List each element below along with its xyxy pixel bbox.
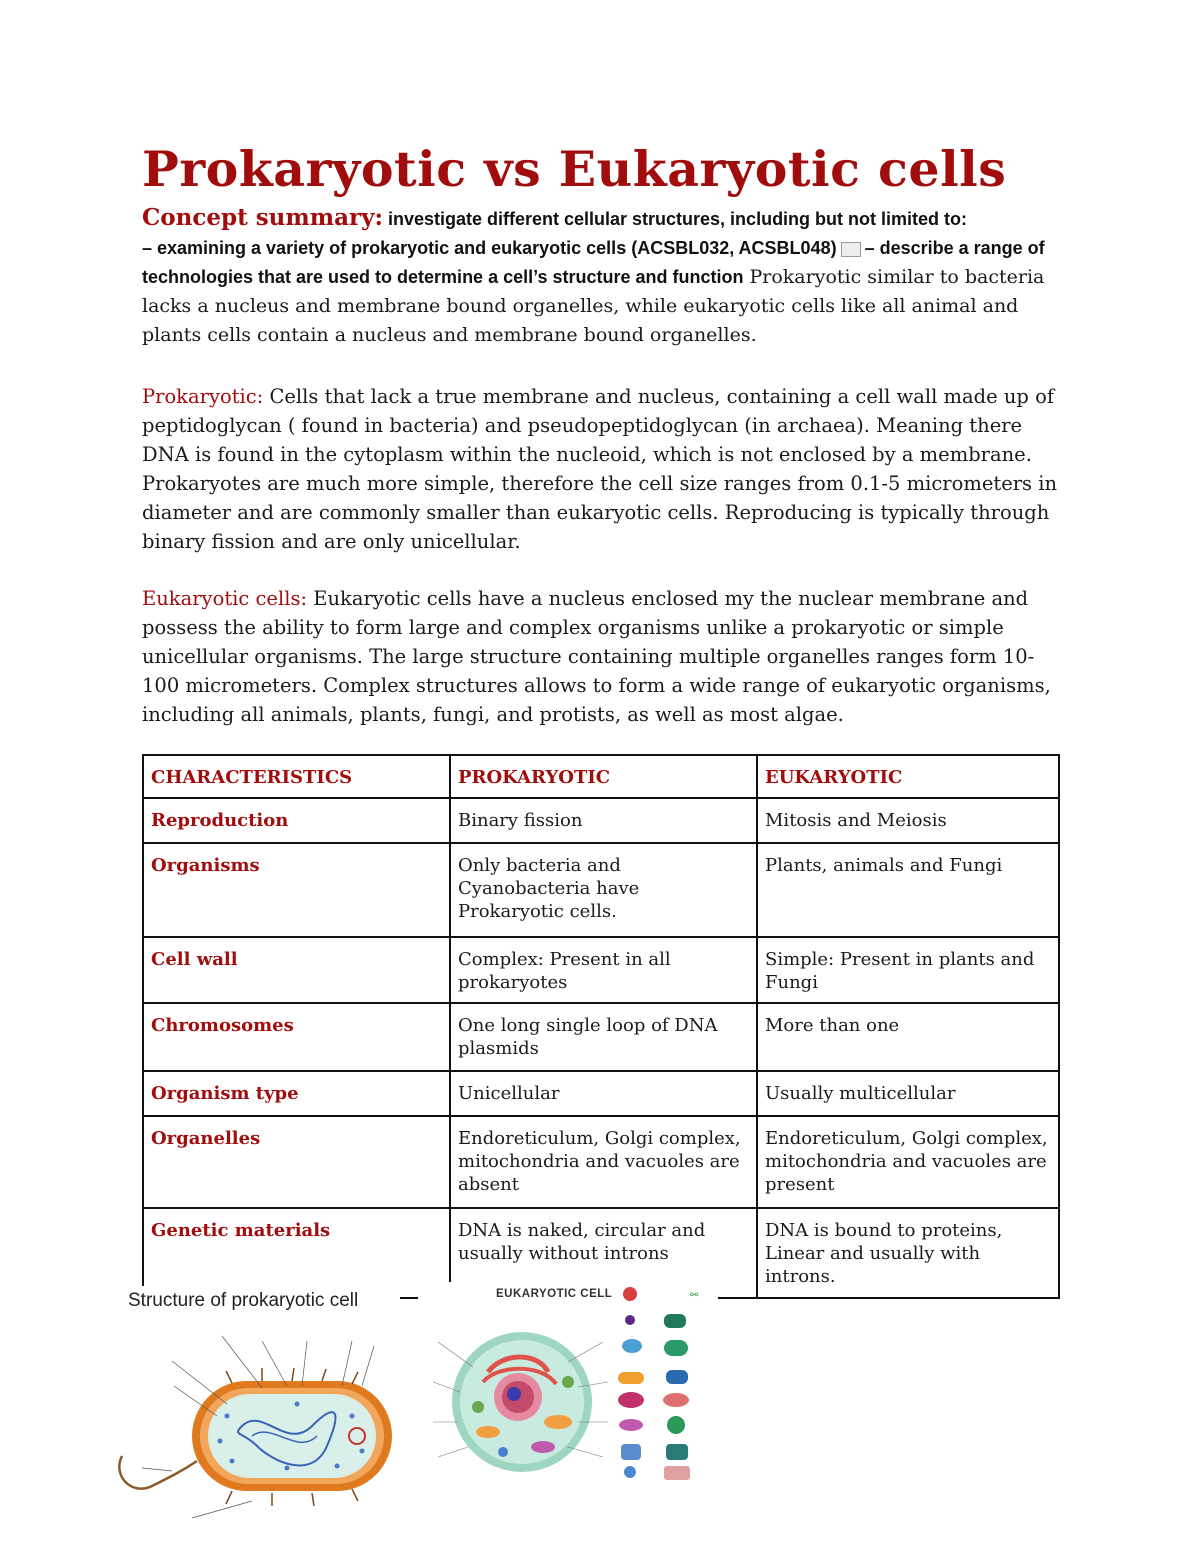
- table-header: PROKARYOTIC: [450, 755, 757, 798]
- table-header: CHARACTERISTICS: [143, 755, 450, 798]
- row-prokaryotic: Only bacteria and Cyanobacteria have Prokaryotic cells.: [450, 843, 757, 937]
- concept-summary-line1: investigate different cellular structures, including but not limited to:: [382, 209, 968, 229]
- comparison-table: [142, 754, 1060, 1299]
- table-row: [143, 1003, 1059, 1071]
- eukaryotic-text: Eukaryotic cells have a nucleus enclosed my the nuclear membrane and possess the ability to form large and complex organisms unlike a prokaryotic or simple unicellular organisms. The large structure containing multiple organelles ranges form 10-100 micrometers. Complex structures allows to form a wide range of eukaryotic organisms, including all animals, plants, fungi, and protists, as well as most algae.: [142, 587, 1051, 726]
- prokaryotic-paragraph: [142, 382, 1062, 556]
- row-prokaryotic: One long single loop of DNA plasmids: [450, 1003, 757, 1071]
- concept-summary-label: Concept summary:: [142, 204, 383, 231]
- eukaryotic-cell-figure: [418, 1282, 718, 1538]
- row-prokaryotic: Endoreticulum, Golgi complex, mitochondria and vacuoles are absent: [450, 1116, 757, 1208]
- row-characteristic: Organisms: [143, 843, 450, 937]
- row-characteristic: Chromosomes: [143, 1003, 450, 1071]
- concept-summary-line3: – describe a range of technologies that are used to determine a cell’s structure and function: [142, 238, 1045, 287]
- glasses-icon: ⚯: [690, 1290, 699, 1301]
- inline-image-placeholder: [841, 242, 861, 257]
- table-row: [143, 843, 1059, 937]
- eukaryotic-figure-title: EUKARYOTIC CELL: [496, 1288, 613, 1300]
- prokaryotic-text: Cells that lack a true membrane and nucleus, containing a cell wall made up of peptidoglycan ( found in bacteria) and pseudopeptidoglycan (in archaea). Meaning there DNA is found in the cytoplasm within the nucleoid, which is not enclosed by a membrane. Prokaryotes are much more simple, therefore the cell size ranges from 0.1-5 micrometers in diameter and are commonly smaller than eukaryotic cells. Reproducing is typically through binary fission and are only unicellular.: [142, 385, 1058, 553]
- table-header: EUKARYOTIC: [757, 755, 1059, 798]
- row-eukaryotic: Usually multicellular: [757, 1071, 1059, 1116]
- concept-summary-line2: – examining a variety of prokaryotic and eukaryotic cells (ACSBL032, ACSBL048): [142, 238, 837, 258]
- concept-summary-body: Prokaryotic similar to bacteria lacks a nucleus and membrane bound organelles, while eukaryotic cells like all animal and plants cells contain a nucleus and membrane bound organelles.: [142, 266, 1045, 346]
- row-eukaryotic: Endoreticulum, Golgi complex, mitochondria and vacuoles are present: [757, 1116, 1059, 1208]
- row-prokaryotic: Complex: Present in all prokaryotes: [450, 937, 757, 1003]
- row-characteristic: Organism type: [143, 1071, 450, 1116]
- row-characteristic: Genetic materials: [143, 1208, 450, 1298]
- row-characteristic: Organelles: [143, 1116, 450, 1208]
- row-eukaryotic: More than one: [757, 1003, 1059, 1071]
- eukaryotic-label: Eukaryotic cells:: [142, 587, 308, 610]
- concept-summary: [142, 203, 1062, 350]
- row-prokaryotic: DNA is naked, circular and usually without introns: [450, 1208, 757, 1298]
- row-eukaryotic: Mitosis and Meiosis: [757, 798, 1059, 843]
- eukaryotic-cell-illustration: [418, 1282, 718, 1538]
- row-characteristic: Reproduction: [143, 798, 450, 843]
- row-characteristic: Cell wall: [143, 937, 450, 1003]
- row-eukaryotic: Simple: Present in plants and Fungi: [757, 937, 1059, 1003]
- row-prokaryotic: Binary fission: [450, 798, 757, 843]
- eukaryotic-paragraph: [142, 584, 1062, 729]
- prokaryotic-cell-illustration: [112, 1286, 400, 1536]
- table-header-row: [143, 755, 1059, 798]
- row-eukaryotic: DNA is bound to proteins, Linear and usually with introns.: [757, 1208, 1059, 1298]
- prokaryotic-figure-title: Structure of prokaryotic cell: [128, 1290, 359, 1311]
- prokaryotic-cell-figure: [112, 1286, 400, 1536]
- prokaryotic-label: Prokaryotic:: [142, 385, 264, 408]
- table-row: [143, 1116, 1059, 1208]
- row-prokaryotic: Unicellular: [450, 1071, 757, 1116]
- table-row: [143, 1071, 1059, 1116]
- row-eukaryotic: Plants, animals and Fungi: [757, 843, 1059, 937]
- table-row: [143, 937, 1059, 1003]
- page-title: Prokaryotic vs Eukaryotic cells: [142, 140, 1007, 198]
- table-row: [143, 798, 1059, 843]
